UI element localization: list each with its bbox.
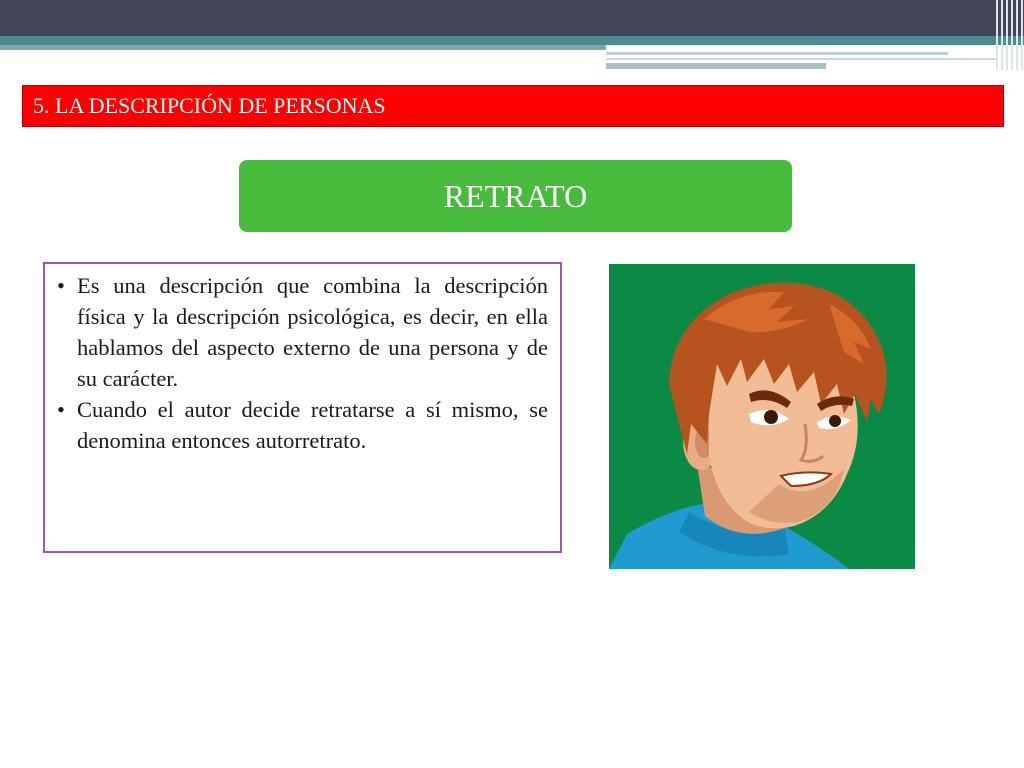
portrait-drawing: [609, 264, 915, 569]
bullet-list: [55, 270, 548, 456]
top-decorative-banner: [0, 0, 1024, 72]
heading-title: RETRATO: [443, 177, 588, 214]
banner-line: [606, 58, 996, 60]
banner-teal-light-band: [0, 45, 606, 50]
heading-box: [239, 160, 792, 232]
section-title: 5. LA DESCRIPCIÓN DE PERSONAS: [33, 93, 386, 118]
banner-line: [606, 63, 826, 69]
description-text-box: [43, 262, 562, 553]
section-title-bar: [22, 85, 1004, 127]
banner-stripes: [994, 0, 1024, 70]
frowning-boy-portrait-illustration-icon: [609, 264, 915, 569]
banner-teal-band: [0, 36, 1024, 45]
bullet-item: • Cuando el autor decide retratarse a sí mismo, se denomina entonces autorretrato.: [55, 394, 548, 456]
banner-line: [606, 52, 948, 55]
banner-dark-band: [0, 0, 1024, 36]
bullet-item: • Es una descripción que combina la descripción física y la descripción psicológica, es decir, en ella hablamos del aspecto externo de una persona y de su carácter.: [55, 270, 548, 394]
